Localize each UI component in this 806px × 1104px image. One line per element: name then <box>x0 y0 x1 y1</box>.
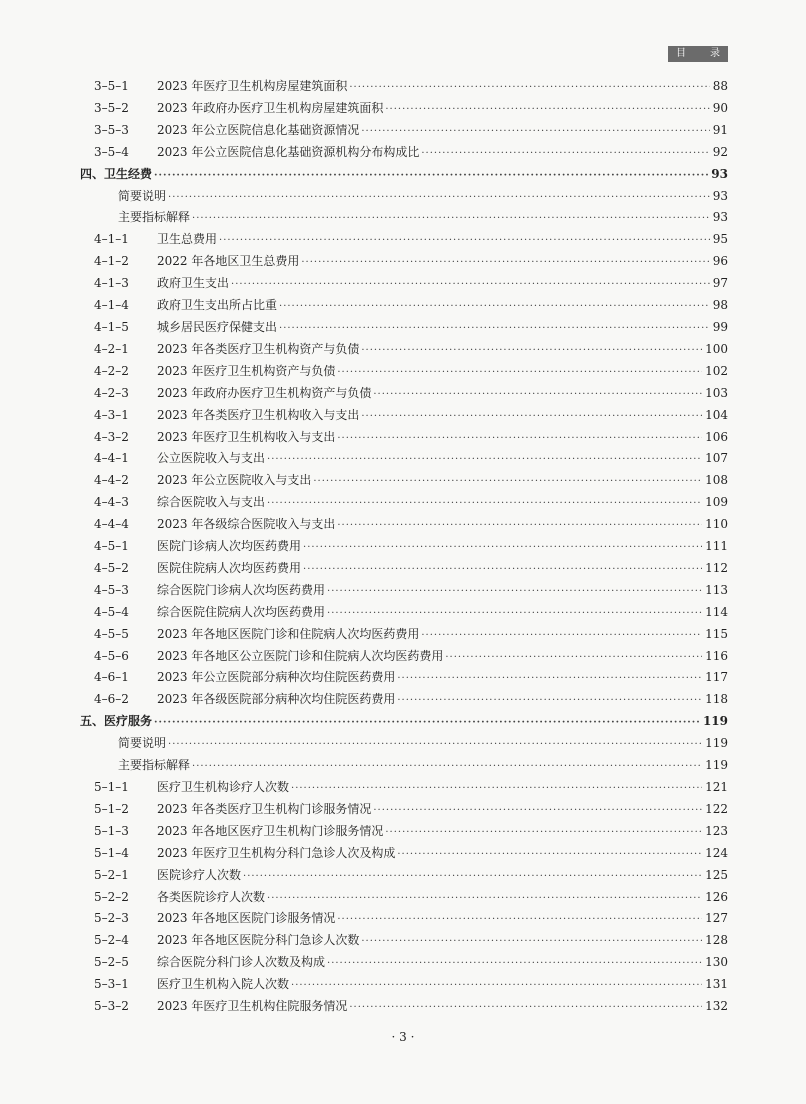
toc-entry[interactable] <box>0 251 806 273</box>
toc-entry-title: 2023 年各地区医院门诊和住院病人次均医药费用 <box>157 626 420 641</box>
toc-entry-number: 4–5–1 <box>94 539 129 554</box>
toc-entry[interactable] <box>0 930 806 952</box>
toc-entry[interactable] <box>0 996 806 1018</box>
toc-entry-page: 124 <box>705 845 728 860</box>
toc-entry[interactable] <box>0 186 806 208</box>
toc-entry-number: 5–1–2 <box>94 801 129 816</box>
toc-entry[interactable] <box>0 317 806 339</box>
dot-leader <box>303 537 702 559</box>
toc-entry[interactable] <box>0 207 806 229</box>
dot-leader <box>373 384 702 406</box>
toc-entry-title: 五、医疗服务 <box>80 714 153 729</box>
dot-leader <box>327 603 702 625</box>
toc-entry-page: 96 <box>712 254 728 269</box>
dot-leader <box>243 866 702 888</box>
toc-entry[interactable] <box>0 887 806 909</box>
toc-entry-page: 88 <box>712 79 728 93</box>
dot-leader <box>303 559 702 581</box>
toc-entry-title: 2023 年各类医疗卫生机构资产与负债 <box>157 341 360 356</box>
toc-entry-page: 119 <box>702 714 728 729</box>
dot-leader <box>397 844 702 866</box>
toc-entry[interactable] <box>0 952 806 974</box>
toc-entry-number: 4–1–5 <box>94 319 129 334</box>
section-tab <box>668 46 728 62</box>
dot-leader <box>385 99 709 121</box>
toc-entry-number: 4–1–2 <box>94 254 129 269</box>
toc-entry-page: 122 <box>705 801 728 816</box>
toc-entry-title: 卫生总费用 <box>157 232 218 247</box>
toc-entry[interactable] <box>0 120 806 142</box>
dot-leader <box>267 888 702 910</box>
toc-entry-number: 5–2–3 <box>94 911 129 926</box>
toc-entry-title: 2023 年各地区公立医院门诊和住院病人次均医药费用 <box>157 648 444 663</box>
dot-leader <box>337 428 702 450</box>
dot-leader <box>361 406 702 428</box>
section-tab-left: 目 <box>676 48 686 59</box>
toc-entry[interactable] <box>0 427 806 449</box>
toc-entry[interactable] <box>0 536 806 558</box>
toc-entry[interactable] <box>0 799 806 821</box>
toc-entry-page: 123 <box>705 823 728 838</box>
toc-entry[interactable] <box>0 229 806 251</box>
toc-entry-number: 3–5–3 <box>94 122 129 137</box>
toc-entry-title: 2023 年政府办医疗卫生机构资产与负债 <box>157 385 372 400</box>
toc-entry-page: 102 <box>705 363 728 378</box>
toc-entry-number: 3–5–1 <box>94 79 129 93</box>
toc-entry-title: 综合医院住院病人次均医药费用 <box>157 604 326 619</box>
toc-entry[interactable] <box>0 733 806 755</box>
toc-entry-number: 5–3–2 <box>94 999 129 1014</box>
toc-entry-title: 2023 年各级综合医院收入与支出 <box>157 517 336 532</box>
toc-entry-page: 130 <box>705 955 728 970</box>
page-number: · 3 · <box>391 1030 415 1044</box>
toc-entry-page: 106 <box>705 429 728 444</box>
dot-leader <box>279 318 710 340</box>
toc-entry[interactable] <box>0 273 806 295</box>
toc-entry-number: 5–2–1 <box>94 867 129 882</box>
toc-entry-page: 131 <box>705 977 728 992</box>
toc-entry[interactable] <box>0 777 806 799</box>
toc-entry-page: 97 <box>712 276 728 291</box>
toc-entry-title: 2023 年各地区医院分科门急诊人次数 <box>157 933 360 948</box>
toc-entry-page: 127 <box>705 911 728 926</box>
toc-entry-title: 2023 年医疗卫生机构分科门急诊人次及构成 <box>157 845 396 860</box>
toc-entry-number: 4–2–2 <box>94 363 129 378</box>
toc-entry-page: 111 <box>705 539 728 554</box>
toc-entry-page: 125 <box>705 867 728 882</box>
toc-entry-number: 5–2–5 <box>94 955 129 970</box>
toc-entry[interactable] <box>0 755 806 777</box>
dot-leader <box>301 252 709 274</box>
toc-entry-title: 主要指标解释 <box>118 758 191 773</box>
dot-leader <box>421 625 702 647</box>
toc-entry-number: 4–3–1 <box>94 407 129 422</box>
dot-leader <box>154 165 708 187</box>
toc-entry-page: 119 <box>705 736 728 751</box>
toc-entry-page: 113 <box>705 582 728 597</box>
dot-leader <box>397 668 702 690</box>
toc-entry-number: 4–5–4 <box>94 604 129 619</box>
toc-entry-page: 93 <box>712 188 728 203</box>
toc-entry-title: 政府卫生支出所占比重 <box>157 298 278 313</box>
toc-entry-number: 4–4–2 <box>94 473 129 488</box>
toc-entry-page: 115 <box>705 626 728 641</box>
toc-entry-title: 综合医院收入与支出 <box>157 495 266 510</box>
toc-entry-title: 2023 年医疗卫生机构房屋建筑面积 <box>157 79 348 93</box>
toc-entry[interactable] <box>0 514 806 536</box>
toc-entry[interactable] <box>0 448 806 470</box>
dot-leader <box>154 712 700 734</box>
toc-entry-title: 2023 年各类医疗卫生机构门诊服务情况 <box>157 801 372 816</box>
toc-entry-page: 117 <box>705 670 728 685</box>
toc-entry[interactable] <box>0 689 806 711</box>
section-tab-right: 录 <box>710 48 720 59</box>
toc-entry-number: 4–5–6 <box>94 648 129 663</box>
dot-leader <box>337 515 702 537</box>
toc-entry-title: 医院门诊病人次均医药费用 <box>157 539 302 554</box>
toc-entry-title: 2023 年公立医院信息化基础资源机构分布构成比 <box>157 144 420 159</box>
toc-section-heading[interactable] <box>0 164 806 186</box>
toc-entry-page: 107 <box>705 451 728 466</box>
dot-leader <box>373 800 702 822</box>
dot-leader <box>327 953 702 975</box>
toc-entry-title: 简要说明 <box>118 736 167 751</box>
toc-entry-page: 121 <box>705 780 728 794</box>
dot-leader <box>291 975 702 997</box>
dot-leader <box>361 121 709 143</box>
toc-entry-number: 5–1–3 <box>94 823 129 838</box>
dot-leader <box>337 362 702 384</box>
toc-entry-number: 4–1–4 <box>94 298 129 313</box>
toc-entry-number: 4–2–1 <box>94 341 129 356</box>
dot-leader <box>267 493 702 515</box>
toc-entry[interactable] <box>0 339 806 361</box>
toc-entry-title: 2023 年各地区医疗卫生机构门诊服务情况 <box>157 823 384 838</box>
toc-entry-title: 综合医院门诊病人次均医药费用 <box>157 582 326 597</box>
toc-entry-page: 91 <box>712 122 728 137</box>
toc-entry-page: 103 <box>705 385 728 400</box>
toc-entry-title: 2022 年各地区卫生总费用 <box>157 254 300 269</box>
toc-entry-number: 4–4–3 <box>94 495 129 510</box>
toc-entry-number: 4–6–2 <box>94 692 129 707</box>
toc-entry-title: 2023 年公立医院收入与支出 <box>157 473 312 488</box>
toc-entry-title: 2023 年公立医院部分病种次均住院医药费用 <box>157 670 396 685</box>
toc-entry-number: 4–2–3 <box>94 385 129 400</box>
toc-entry-page: 112 <box>705 560 728 575</box>
toc-entry-title: 2023 年各地区医院门诊服务情况 <box>157 911 336 926</box>
dot-leader <box>231 274 710 296</box>
toc-entry[interactable] <box>0 98 806 120</box>
toc-entry[interactable] <box>0 580 806 602</box>
dot-leader <box>349 77 709 99</box>
toc-entry[interactable] <box>0 295 806 317</box>
toc-entry-title: 公立医院收入与支出 <box>157 451 266 466</box>
toc-entry-title: 2023 年各类医疗卫生机构收入与支出 <box>157 407 360 422</box>
toc-entry-title: 医院住院病人次均医药费用 <box>157 560 302 575</box>
toc-entry-number: 5–2–4 <box>94 933 129 948</box>
toc-entry-title: 城乡居民医疗保健支出 <box>157 319 278 334</box>
toc-entry-number: 4–5–2 <box>94 560 129 575</box>
dot-leader <box>168 734 702 756</box>
toc-entry[interactable] <box>0 405 806 427</box>
toc-entry[interactable] <box>0 76 806 98</box>
toc-entry-page: 116 <box>705 648 728 663</box>
toc-entry-page: 114 <box>705 604 728 619</box>
toc-entry-number: 4–5–5 <box>94 626 129 641</box>
toc-entry[interactable] <box>0 142 806 164</box>
toc-entry-title: 综合医院分科门诊人次数及构成 <box>157 955 326 970</box>
toc-entry-number: 4–5–3 <box>94 582 129 597</box>
toc-entry-number: 5–2–2 <box>94 889 129 904</box>
toc-entry[interactable] <box>0 492 806 514</box>
toc-entry-title: 各类医院诊疗人次数 <box>157 889 266 904</box>
toc-entry-number: 4–6–1 <box>94 670 129 685</box>
dot-leader <box>445 647 702 669</box>
toc-entry-title: 政府卫生支出 <box>157 276 230 291</box>
toc-entry-number: 3–5–4 <box>94 144 129 159</box>
toc-entry-number: 5–3–1 <box>94 977 129 992</box>
dot-leader <box>168 187 710 209</box>
toc-entry-page: 108 <box>705 473 728 488</box>
toc-entry-title: 四、卫生经费 <box>80 166 153 181</box>
toc-entry-title: 2023 年医疗卫生机构收入与支出 <box>157 429 336 444</box>
dot-leader <box>385 822 702 844</box>
toc-entry-page: 93 <box>711 166 728 181</box>
toc-entry-title: 主要指标解释 <box>118 210 191 225</box>
dot-leader <box>219 230 710 252</box>
toc-entry-title: 医疗卫生机构入院人次数 <box>157 977 290 992</box>
toc-entry-number: 4–4–4 <box>94 517 129 532</box>
toc-entry[interactable] <box>0 974 806 996</box>
toc-entry-title: 2023 年公立医院信息化基础资源情况 <box>157 122 360 137</box>
toc-entry-number: 4–4–1 <box>94 451 129 466</box>
toc-entry[interactable] <box>0 865 806 887</box>
toc-entry[interactable] <box>0 843 806 865</box>
toc-entry-page: 132 <box>705 999 728 1014</box>
dot-leader <box>279 296 710 318</box>
dot-leader <box>267 449 702 471</box>
toc-entry[interactable] <box>0 821 806 843</box>
dot-leader <box>291 778 702 800</box>
toc-entry-title: 2023 年医疗卫生机构住院服务情况 <box>157 999 348 1014</box>
toc-entry[interactable] <box>0 361 806 383</box>
toc-entry-page: 99 <box>712 319 728 334</box>
toc-entry[interactable] <box>0 470 806 492</box>
toc-entry-title: 2023 年各级医院部分病种次均住院医药费用 <box>157 692 396 707</box>
dot-leader <box>361 931 702 953</box>
toc-entry-number: 3–5–2 <box>94 100 129 115</box>
toc-entry-number: 5–1–1 <box>94 780 129 794</box>
toc-entry-number: 4–1–1 <box>94 232 129 247</box>
dot-leader <box>327 581 702 603</box>
toc-entry-page: 126 <box>705 889 728 904</box>
toc-entry[interactable] <box>0 383 806 405</box>
toc-entry[interactable] <box>0 667 806 689</box>
toc-entry[interactable] <box>0 558 806 580</box>
toc-entry-page: 110 <box>705 517 728 532</box>
toc-entry-page: 95 <box>712 232 728 247</box>
toc-entry-page: 90 <box>712 100 728 115</box>
toc-entry-page: 98 <box>712 298 728 313</box>
toc-entry-number: 4–1–3 <box>94 276 129 291</box>
toc-entry[interactable] <box>0 646 806 668</box>
dot-leader <box>192 756 702 778</box>
dot-leader <box>313 471 702 493</box>
toc-entry-title: 简要说明 <box>118 188 167 203</box>
toc-entry-page: 119 <box>705 758 728 773</box>
dot-leader <box>337 909 702 931</box>
toc-entry-title: 医疗卫生机构诊疗人次数 <box>157 780 290 794</box>
dot-leader <box>349 997 702 1019</box>
toc-entry-number: 4–3–2 <box>94 429 129 444</box>
dot-leader <box>421 143 709 165</box>
dot-leader <box>192 208 710 230</box>
table-of-contents <box>0 76 806 1018</box>
toc-entry-page: 104 <box>705 407 728 422</box>
toc-entry-page: 118 <box>705 692 728 707</box>
toc-entry-page: 109 <box>705 495 728 510</box>
toc-entry-title: 2023 年政府办医疗卫生机构房屋建筑面积 <box>157 100 384 115</box>
toc-section-heading[interactable] <box>0 711 806 733</box>
toc-entry-page: 100 <box>705 341 728 356</box>
toc-entry[interactable] <box>0 908 806 930</box>
toc-entry-page: 93 <box>712 210 728 225</box>
toc-entry-title: 医院诊疗人次数 <box>157 867 242 882</box>
dot-leader <box>397 690 702 712</box>
toc-entry-number: 5–1–4 <box>94 845 129 860</box>
dot-leader <box>361 340 702 362</box>
toc-entry-page: 128 <box>705 933 728 948</box>
toc-entry-title: 2023 年医疗卫生机构资产与负债 <box>157 363 336 378</box>
toc-entry[interactable] <box>0 624 806 646</box>
toc-entry[interactable] <box>0 602 806 624</box>
toc-entry-page: 92 <box>712 144 728 159</box>
